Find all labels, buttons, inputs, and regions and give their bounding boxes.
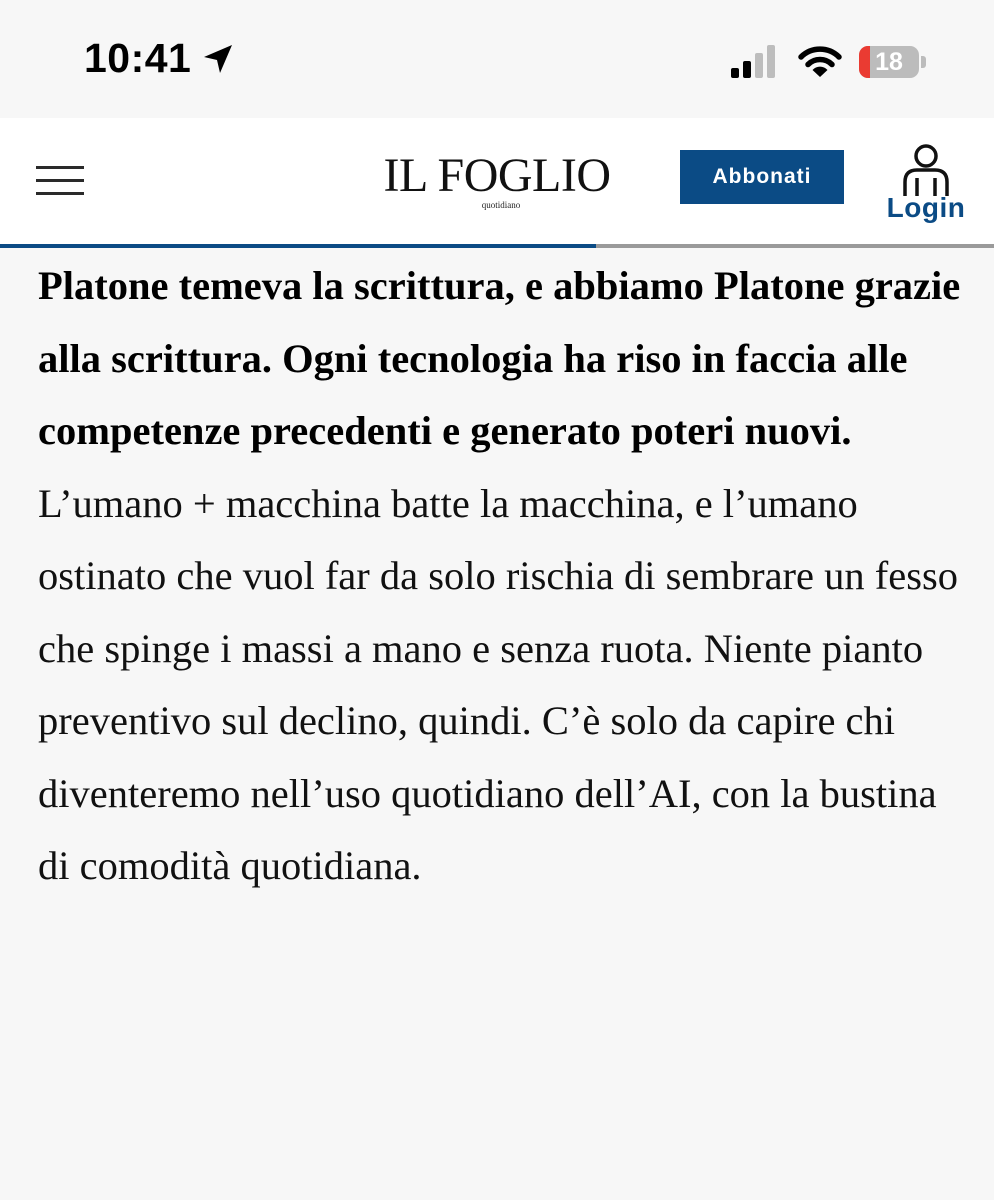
user-icon (901, 144, 951, 198)
article-body (38, 250, 968, 903)
status-indicators (729, 44, 926, 80)
cellular-signal-icon (729, 44, 779, 80)
logo-title: IL FOGLIO (383, 149, 611, 202)
logo-subtitle: quotidiano (481, 200, 521, 210)
site-logo[interactable] (366, 149, 628, 210)
wifi-icon (797, 44, 843, 80)
battery-icon (859, 46, 919, 78)
reading-progress-fill (0, 244, 596, 248)
article-paragraph (38, 250, 968, 903)
site-header (0, 118, 994, 244)
login-label: Login (886, 192, 966, 223)
battery-percentage: 18 (875, 48, 903, 76)
article-bold-text: Platone temeva la scrittura, e abbiamo Platone grazie alla scrittura. Ogni tecnologia ha riso in faccia alle competenze precedenti e generato poteri nuovi. (38, 263, 961, 453)
subscribe-button[interactable]: Abbonati (680, 150, 844, 204)
location-arrow-icon (201, 42, 235, 76)
article-body-text: L’umano + macchina batte la macchina, e l’umano ostinato che vuol far da solo rischia di sembrare un fesso che spinge i massi a mano e senza ruota. Niente pianto preventivo sul declino, quindi. C’è solo da capire chi diventeremo nell’uso quotidiano dell’AI, con la bustina di comodità quotidiana. (38, 480, 958, 888)
status-time: 10:41 (84, 35, 192, 81)
reading-progress-bar (0, 244, 994, 248)
clock-group (84, 35, 235, 81)
battery-cap (921, 56, 926, 68)
hamburger-menu-icon[interactable] (36, 166, 86, 198)
status-bar (0, 0, 994, 118)
login-button[interactable] (878, 144, 974, 222)
